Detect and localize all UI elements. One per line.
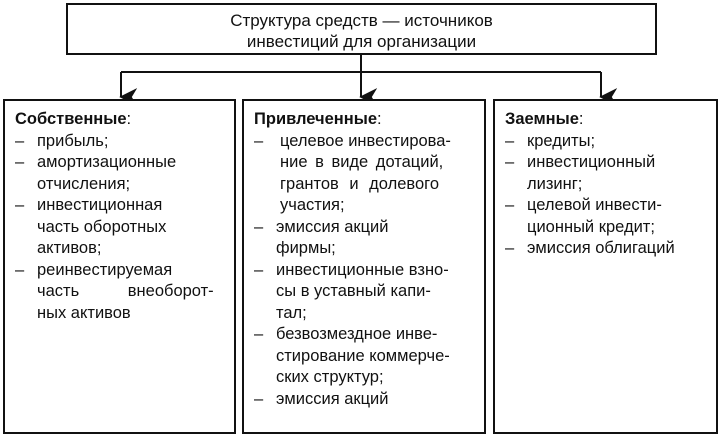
- list-item: – амортизационные отчисления;: [15, 152, 224, 195]
- attracted-sources-box: [242, 99, 486, 434]
- list-item: – безвозмездное инве- стирование коммерче- ских структур;: [254, 324, 474, 389]
- own-sources-box: [3, 99, 236, 434]
- list-item: – эмиссия акций: [254, 389, 474, 411]
- list-item: – кредиты;: [505, 131, 706, 153]
- root-title-line1: Структура средств — источников: [230, 11, 493, 30]
- list-item: – прибыль;: [15, 131, 224, 153]
- own-sources-title: Собственные:: [15, 110, 132, 128]
- list-item: – целевое инвестирова- ние в виде дотаций, грантов и долевого участия;: [254, 131, 474, 217]
- list-item: – инвестиционная часть оборотных активов;: [15, 195, 224, 260]
- root-title-line2: инвестиций для организации: [246, 32, 477, 51]
- root-box: [66, 3, 657, 55]
- attracted-sources-list: [254, 131, 474, 411]
- attracted-sources-title: Привлеченные:: [254, 110, 382, 128]
- list-item: – инвестиционный лизинг;: [505, 152, 706, 195]
- borrowed-sources-title: Заемные:: [505, 110, 584, 128]
- list-item: – эмиссия акций фирмы;: [254, 217, 474, 260]
- borrowed-sources-box: [493, 99, 718, 434]
- list-item: – реинвестируемая часть внеоборот- ных активов: [15, 260, 224, 325]
- list-item: – инвестиционные взно- сы в уставный капи- тал;: [254, 260, 474, 325]
- own-sources-list: [15, 131, 224, 325]
- list-item: – целевой инвести- ционный кредит;: [505, 195, 706, 238]
- borrowed-sources-list: [505, 131, 706, 260]
- list-item: – эмиссия облигаций: [505, 238, 706, 260]
